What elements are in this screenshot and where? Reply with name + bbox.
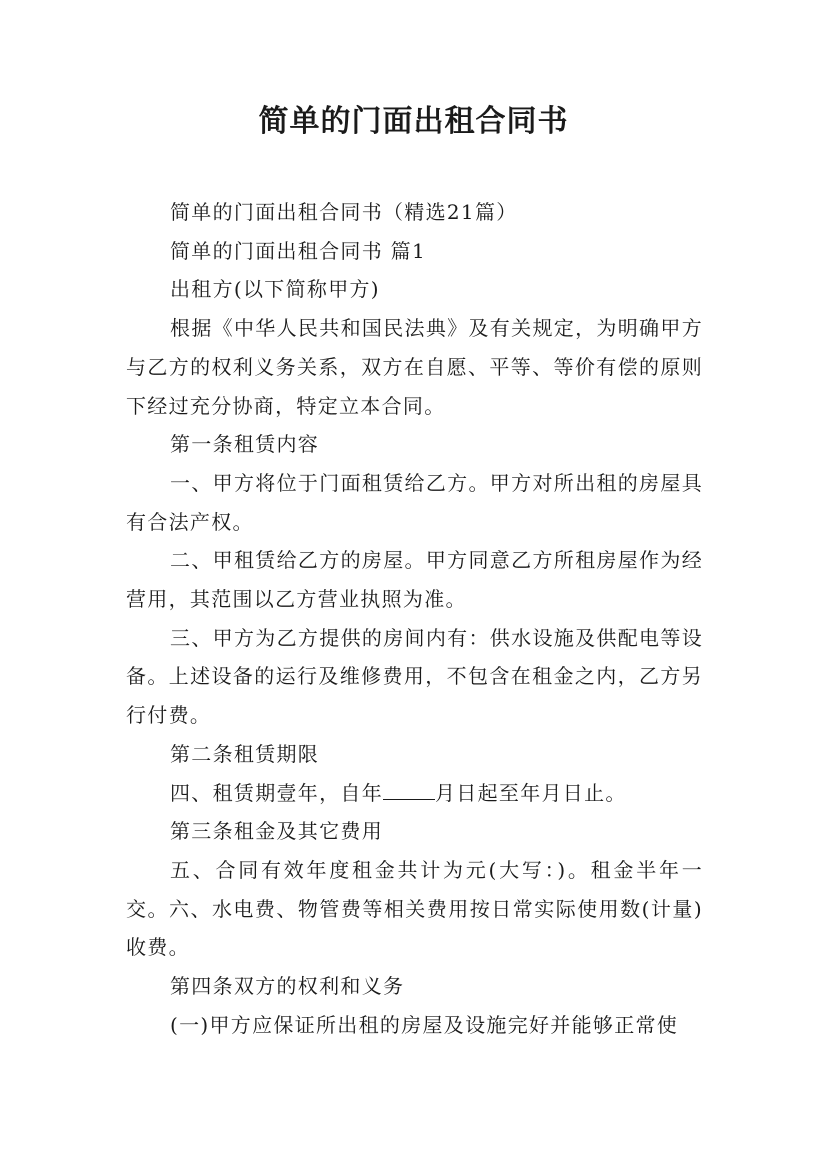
paragraph-clause-3: 三、甲方为乙方提供的房间内有：供水设施及供配电等设备。上述设备的运行及维修费用，不包含在租金之内，乙方另行付费。 bbox=[126, 625, 703, 728]
paragraph-lessor: 出租方(以下简称甲方) bbox=[170, 277, 380, 302]
paragraph-clause-1: 一、甲方将位于门面租赁给乙方。甲方对所出租的房屋具有合法产权。 bbox=[126, 470, 703, 534]
paragraph-subtitle: 简单的门面出租合同书（精选21篇） bbox=[170, 200, 518, 224]
paragraph-section-1-heading: 第一条租赁内容 bbox=[170, 432, 320, 457]
paragraph-section-4-heading: 第四条双方的权利和义务 bbox=[170, 974, 405, 999]
document-body bbox=[126, 193, 703, 1044]
paragraph-clause-5: 五、合同有效年度租金共计为元(大写：)。租金半年一交。六、水电费、物管费等相关费用按日常实际使用数(计量)收费。 bbox=[126, 857, 703, 960]
paragraph-clause-2: 二、甲租赁给乙方的房屋。甲方同意乙方所租房屋作为经营用，其范围以乙方营业执照为准。 bbox=[126, 548, 703, 612]
clause-4-text-before: 四、租赁期壹年，自年 bbox=[170, 780, 383, 805]
paragraph-section-3-heading: 第三条租金及其它费用 bbox=[170, 819, 383, 844]
paragraph-article-heading: 简单的门面出租合同书 篇1 bbox=[170, 238, 426, 263]
paragraph-section-2-heading: 第二条租赁期限 bbox=[170, 741, 320, 766]
paragraph-preamble: 根据《中华人民共和国民法典》及有关规定，为明确甲方与乙方的权利义务关系，双方在自愿、平等、等价有偿的原则下经过充分协商，特定立本合同。 bbox=[126, 316, 703, 418]
paragraph-clause-4 bbox=[126, 774, 703, 813]
paragraph-clause-party-a-duty: (一)甲方应保证所出租的房屋及设施完好并能够正常使 bbox=[170, 1012, 679, 1037]
document-title: 简单的门面出租合同书 bbox=[258, 104, 569, 139]
fill-in-blank bbox=[383, 781, 435, 800]
clause-4-text-after: 月日起至年月日止。 bbox=[435, 780, 627, 805]
